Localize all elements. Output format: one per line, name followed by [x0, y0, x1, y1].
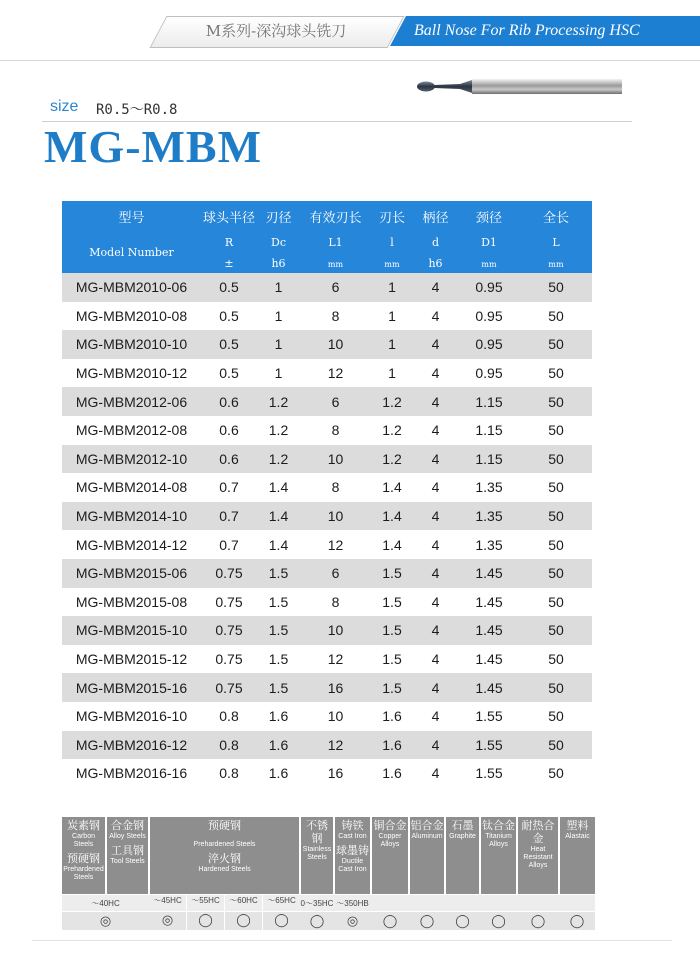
cell-model: MG-MBM2010-08 — [62, 302, 201, 331]
header-neck-dia-symbol: D1 — [458, 231, 520, 253]
cell-neck-dia: 1.55 — [458, 702, 520, 731]
cell-overall-length: 50 — [520, 559, 592, 588]
cell-cutting-dia: 1.6 — [257, 759, 300, 788]
cell-neck-dia: 1.35 — [458, 473, 520, 502]
cell-radius: 0.6 — [201, 387, 257, 416]
cell-neck-dia: 1.15 — [458, 416, 520, 445]
cell-model: MG-MBM2012-06 — [62, 387, 201, 416]
cell-model: MG-MBM2014-08 — [62, 473, 201, 502]
banner-english-title: Ball Nose For Rib Processing HSC — [414, 22, 640, 39]
cell-effective-length: 12 — [300, 359, 371, 388]
table-row — [62, 559, 592, 588]
cell-radius: 0.75 — [201, 588, 257, 617]
cell-flute-length: 1.5 — [371, 673, 413, 702]
table-row — [62, 673, 592, 702]
cell-overall-length: 50 — [520, 359, 592, 388]
cell-neck-dia: 0.95 — [458, 359, 520, 388]
cell-shank-dia: 4 — [413, 530, 458, 559]
cell-overall-length: 50 — [520, 731, 592, 760]
suitability-mark: ◯ — [480, 912, 517, 931]
table-row — [62, 387, 592, 416]
cell-cutting-dia: 1 — [257, 330, 300, 359]
cell-effective-length: 6 — [300, 387, 371, 416]
material-cast-iron: 铸铁 Cast Iron 球墨铸 Ductile Cast Iron — [334, 817, 371, 895]
cell-shank-dia: 4 — [413, 616, 458, 645]
cell-neck-dia: 1.45 — [458, 616, 520, 645]
cell-cutting-dia: 1.4 — [257, 530, 300, 559]
cell-flute-length: 1.5 — [371, 645, 413, 674]
cell-cutting-dia: 1 — [257, 302, 300, 331]
header-flute-length-symbol: l — [371, 231, 413, 253]
cell-neck-dia: 0.95 — [458, 302, 520, 331]
header-cutting-dia-symbol: Dc — [257, 231, 300, 253]
cell-overall-length: 50 — [520, 759, 592, 788]
material-plastic: 塑料 Alastaic — [559, 817, 595, 895]
cell-cutting-dia: 1.5 — [257, 645, 300, 674]
cell-effective-length: 8 — [300, 302, 371, 331]
cell-neck-dia: 1.15 — [458, 445, 520, 474]
size-label: size — [50, 98, 79, 115]
cell-neck-dia: 1.45 — [458, 559, 520, 588]
cell-effective-length: 10 — [300, 502, 371, 531]
cell-overall-length: 50 — [520, 645, 592, 674]
cell-effective-length: 8 — [300, 416, 371, 445]
cell-neck-dia: 1.45 — [458, 588, 520, 617]
cell-overall-length: 50 — [520, 387, 592, 416]
cell-flute-length: 1 — [371, 302, 413, 331]
header-overall-length-unit: mm — [520, 253, 592, 273]
cell-cutting-dia: 1.4 — [257, 473, 300, 502]
cell-cutting-dia: 1.2 — [257, 445, 300, 474]
cell-cutting-dia: 1.5 — [257, 588, 300, 617]
header-row-symbols — [62, 231, 592, 253]
cell-shank-dia: 4 — [413, 673, 458, 702]
material-stainless-steel: 不锈钢 Stainless Steels — [300, 817, 334, 895]
cell-shank-dia: 4 — [413, 645, 458, 674]
suitability-mark: ◎ — [161, 912, 174, 927]
header-row-cn — [62, 201, 592, 231]
hardness-value: ～45HC — [153, 896, 182, 905]
cell-flute-length: 1.6 — [371, 731, 413, 760]
table-row — [62, 302, 592, 331]
suitability-mark: ◎ — [62, 912, 149, 931]
cell-shank-dia: 4 — [413, 416, 458, 445]
header-shank-dia-cn: 柄径 — [413, 201, 458, 231]
table-row — [62, 702, 592, 731]
cell-flute-length: 1.2 — [371, 445, 413, 474]
cell-neck-dia: 1.55 — [458, 759, 520, 788]
cell-flute-length: 1.5 — [371, 616, 413, 645]
cell-overall-length: 50 — [520, 416, 592, 445]
cell-radius: 0.7 — [201, 473, 257, 502]
cell-effective-length: 8 — [300, 588, 371, 617]
cell-neck-dia: 0.95 — [458, 330, 520, 359]
header-shank-dia-tolerance: h6 — [413, 253, 458, 273]
cell-shank-dia: 4 — [413, 731, 458, 760]
cell-flute-length: 1.6 — [371, 759, 413, 788]
cell-overall-length: 50 — [520, 616, 592, 645]
material-carbon-steel: 炭素钢 Carbon Steels 预硬钢 Prehardened Steels — [62, 817, 106, 895]
cell-shank-dia: 4 — [413, 273, 458, 302]
hardness-value: ～350HB — [334, 895, 371, 912]
cell-effective-length: 8 — [300, 473, 371, 502]
cell-radius: 0.75 — [201, 616, 257, 645]
table-row — [62, 731, 592, 760]
table-row — [62, 645, 592, 674]
cell-neck-dia: 1.15 — [458, 387, 520, 416]
tool-ball-head — [417, 82, 435, 92]
cell-flute-length: 1.4 — [371, 473, 413, 502]
table-row — [62, 273, 592, 302]
cell-radius: 0.6 — [201, 416, 257, 445]
material-heat-resistant-alloy: 耐热合金 Heat Resistant Alloys — [517, 817, 559, 895]
cell-flute-length: 1 — [371, 273, 413, 302]
header-radius-cn: 球头半径 — [201, 201, 257, 231]
cell-shank-dia: 4 — [413, 330, 458, 359]
cell-effective-length: 6 — [300, 559, 371, 588]
cell-effective-length: 16 — [300, 673, 371, 702]
header-overall-length-symbol: L — [520, 231, 592, 253]
header-flute-length-unit: mm — [371, 253, 413, 273]
hardness-row — [62, 895, 595, 912]
cell-cutting-dia: 1.6 — [257, 731, 300, 760]
header-model-en: Model Number — [62, 231, 201, 273]
hardness-value: ～55HC — [186, 895, 224, 911]
table-row — [62, 416, 592, 445]
spec-table-body — [62, 273, 592, 788]
hardness-value: 0～35HC — [300, 895, 334, 912]
cell-model: MG-MBM2014-12 — [62, 530, 201, 559]
cell-cutting-dia: 1.2 — [257, 387, 300, 416]
cell-shank-dia: 4 — [413, 445, 458, 474]
cell-model: MG-MBM2015-08 — [62, 588, 201, 617]
cell-radius: 0.5 — [201, 302, 257, 331]
table-row — [62, 530, 592, 559]
cell-overall-length: 50 — [520, 588, 592, 617]
cell-neck-dia: 1.45 — [458, 645, 520, 674]
cell-radius: 0.5 — [201, 330, 257, 359]
hardness-value: ～60HC — [224, 895, 262, 911]
cell-model: MG-MBM2015-06 — [62, 559, 201, 588]
cell-radius: 0.7 — [201, 530, 257, 559]
cell-cutting-dia: 1.6 — [257, 702, 300, 731]
table-row — [62, 759, 592, 788]
cell-model: MG-MBM2016-10 — [62, 702, 201, 731]
cell-neck-dia: 1.35 — [458, 502, 520, 531]
ball-nose-tool-image — [412, 76, 624, 100]
banner-series-title: M系列-深沟球头铣刀 — [205, 22, 347, 40]
header-effective-length-cn: 有效刃长 — [300, 201, 371, 231]
cell-effective-length: 12 — [300, 731, 371, 760]
cell-flute-length: 1.2 — [371, 387, 413, 416]
cell-model: MG-MBM2010-12 — [62, 359, 201, 388]
cell-model: MG-MBM2012-10 — [62, 445, 201, 474]
size-range: R0.5～R0.8 — [96, 102, 178, 118]
cell-cutting-dia: 1 — [257, 273, 300, 302]
header-model-cn: 型号 — [62, 201, 201, 231]
cell-radius: 0.75 — [201, 645, 257, 674]
banner-divider — [0, 60, 700, 61]
header-effective-length-unit: mm — [300, 253, 371, 273]
cell-flute-length: 1 — [371, 359, 413, 388]
cell-flute-length: 1.5 — [371, 588, 413, 617]
suitability-mark: ◯ — [300, 912, 334, 931]
header-radius-symbol: R — [201, 231, 257, 253]
cell-radius: 0.6 — [201, 445, 257, 474]
material-header-row — [62, 817, 595, 895]
suitability-mark: ◯ — [517, 912, 559, 931]
cell-radius: 0.8 — [201, 759, 257, 788]
cell-flute-length: 1.5 — [371, 559, 413, 588]
header-banner — [0, 16, 700, 56]
cell-shank-dia: 4 — [413, 473, 458, 502]
material-copper-alloy: 铜合金 Copper Alloys — [371, 817, 409, 895]
table-row — [62, 473, 592, 502]
cell-effective-length: 16 — [300, 759, 371, 788]
cell-model: MG-MBM2010-10 — [62, 330, 201, 359]
cell-overall-length: 50 — [520, 330, 592, 359]
header-shank-dia-symbol: d — [413, 231, 458, 253]
suitability-mark: ◯ — [224, 912, 262, 930]
cell-model: MG-MBM2010-06 — [62, 273, 201, 302]
bottom-divider — [32, 940, 672, 941]
suitability-mark: ◯ — [559, 912, 595, 931]
header-effective-length-symbol: L1 — [300, 231, 371, 253]
product-title: MG-MBM — [44, 121, 263, 172]
header-radius-tolerance: ± — [201, 253, 257, 273]
cell-radius: 0.8 — [201, 702, 257, 731]
cell-model: MG-MBM2015-10 — [62, 616, 201, 645]
cell-radius: 0.5 — [201, 359, 257, 388]
cell-model: MG-MBM2014-10 — [62, 502, 201, 531]
cell-effective-length: 10 — [300, 330, 371, 359]
cell-neck-dia: 0.95 — [458, 273, 520, 302]
cell-shank-dia: 4 — [413, 302, 458, 331]
cell-neck-dia: 1.45 — [458, 673, 520, 702]
cell-model: MG-MBM2016-12 — [62, 731, 201, 760]
cell-overall-length: 50 — [520, 702, 592, 731]
cell-shank-dia: 4 — [413, 759, 458, 788]
table-row — [62, 359, 592, 388]
table-row — [62, 616, 592, 645]
hardness-value: ～65HC — [262, 895, 300, 911]
table-row — [62, 502, 592, 531]
cell-overall-length: 50 — [520, 673, 592, 702]
material-prehardened-steel: 预硬钢 Prehardened Steels 淬火钢 Hardened Steels — [149, 817, 300, 895]
cell-overall-length: 50 — [520, 473, 592, 502]
cell-cutting-dia: 1 — [257, 359, 300, 388]
suitability-mark: ◯ — [409, 912, 445, 931]
cell-shank-dia: 4 — [413, 359, 458, 388]
cell-flute-length: 1.6 — [371, 702, 413, 731]
suitability-mark: ◯ — [262, 912, 300, 930]
tool-shank — [472, 79, 622, 94]
material-alloy-steel: 合金钢 Alloy Steels 工具钢 Tool Steels — [106, 817, 149, 895]
cell-shank-dia: 4 — [413, 588, 458, 617]
tool-neck — [434, 80, 472, 93]
cell-overall-length: 50 — [520, 302, 592, 331]
cell-effective-length: 12 — [300, 530, 371, 559]
header-overall-length-cn: 全长 — [520, 201, 592, 231]
cell-cutting-dia: 1.5 — [257, 673, 300, 702]
cell-effective-length: 10 — [300, 702, 371, 731]
suitability-mark: ◯ — [445, 912, 480, 931]
material-aluminum: 铝合金 Aluminum — [409, 817, 445, 895]
cell-effective-length: 6 — [300, 273, 371, 302]
table-row — [62, 330, 592, 359]
cell-neck-dia: 1.55 — [458, 731, 520, 760]
cell-cutting-dia: 1.2 — [257, 416, 300, 445]
hardness-value: ～40HC — [62, 895, 149, 912]
cell-model: MG-MBM2012-08 — [62, 416, 201, 445]
cell-shank-dia: 4 — [413, 702, 458, 731]
cell-effective-length: 10 — [300, 445, 371, 474]
cell-model: MG-MBM2015-16 — [62, 673, 201, 702]
cell-overall-length: 50 — [520, 530, 592, 559]
cell-overall-length: 50 — [520, 445, 592, 474]
cell-flute-length: 1.4 — [371, 502, 413, 531]
suitability-mark: ◎ — [334, 912, 371, 931]
cell-shank-dia: 4 — [413, 559, 458, 588]
cell-neck-dia: 1.35 — [458, 530, 520, 559]
spec-table — [62, 201, 592, 788]
material-graphite: 石墨 Graphite — [445, 817, 480, 895]
cell-radius: 0.7 — [201, 502, 257, 531]
cell-shank-dia: 4 — [413, 387, 458, 416]
table-row — [62, 445, 592, 474]
suitability-mark: ◯ — [186, 912, 224, 930]
cell-overall-length: 50 — [520, 502, 592, 531]
cell-model: MG-MBM2015-12 — [62, 645, 201, 674]
material-table — [62, 817, 595, 930]
cell-shank-dia: 4 — [413, 502, 458, 531]
cell-radius: 0.75 — [201, 673, 257, 702]
header-neck-dia-cn: 颈径 — [458, 201, 520, 231]
suitability-mark: ◯ — [371, 912, 409, 931]
cell-overall-length: 50 — [520, 273, 592, 302]
cell-flute-length: 1 — [371, 330, 413, 359]
cell-model: MG-MBM2016-16 — [62, 759, 201, 788]
cell-cutting-dia: 1.5 — [257, 559, 300, 588]
header-neck-dia-unit: mm — [458, 253, 520, 273]
header-cutting-dia-tolerance: h6 — [257, 253, 300, 273]
cell-cutting-dia: 1.4 — [257, 502, 300, 531]
material-titanium-alloy: 钛合金 Titanium Alloys — [480, 817, 517, 895]
cell-radius: 0.5 — [201, 273, 257, 302]
header-flute-length-cn: 刃长 — [371, 201, 413, 231]
cell-flute-length: 1.2 — [371, 416, 413, 445]
header-cutting-dia-cn: 刃径 — [257, 201, 300, 231]
cell-cutting-dia: 1.5 — [257, 616, 300, 645]
suitability-row — [62, 912, 595, 931]
cell-flute-length: 1.4 — [371, 530, 413, 559]
cell-effective-length: 12 — [300, 645, 371, 674]
table-row — [62, 588, 592, 617]
cell-radius: 0.75 — [201, 559, 257, 588]
cell-effective-length: 10 — [300, 616, 371, 645]
cell-radius: 0.8 — [201, 731, 257, 760]
